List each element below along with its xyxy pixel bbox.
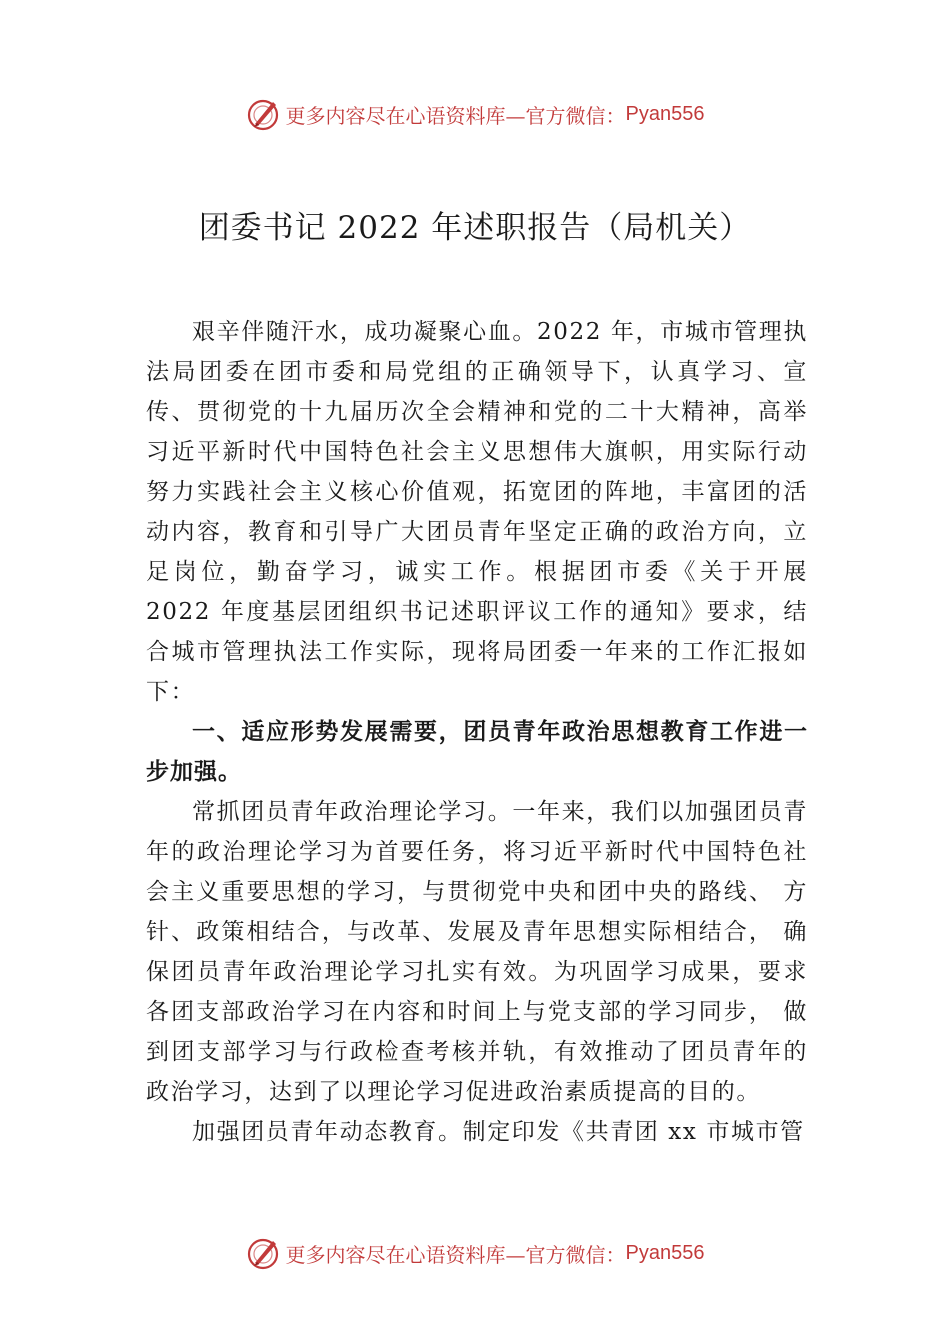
- document-title: 团委书记 2022 年述职报告（局机关）: [198, 210, 752, 246]
- wechat-id: Pyan556: [625, 1241, 705, 1264]
- body-paragraph-truncated: 加强团员青年动态教育。制定印发《共青团 xx 市城市管: [192, 1119, 805, 1145]
- wechat-id: Pyan556: [625, 102, 705, 125]
- watermark-text: 更多内容尽在心语资料库—官方微信：: [285, 1242, 626, 1267]
- footer-watermark-banner: [0, 1233, 950, 1273]
- body-paragraph: 常抓团员青年政治理论学习。一年来，我们以加强团员青年的政治理论学习为首要任务，将习近平新时代中国特色社会主义重要思想的学习，与贯彻党中央和团中央的路线、 方针、政策相结合，与改革、发展及青年思想实际相结合， 确保团员青年政治理论学习扎实有效。为巩固学习成果，要求各团支部政治学习在内容和时间上与党支部的学习同步， 做到团支部学习与行政检查考核并轨，有效推动了团员青年的政治学习，达到了以理论学习促进政治素质提高的目的。: [146, 799, 808, 1105]
- watermark-text: 更多内容尽在心语资料库—官方微信：: [285, 103, 626, 128]
- document-body: [146, 312, 808, 1152]
- quill-seal-icon: [246, 96, 282, 132]
- intro-paragraph: 艰辛伴随汗水，成功凝聚心血。2022 年，市城市管理执法局团委在团市委和局党组的正确领导下，认真学习、宣传、贯彻党的十九届历次全会精神和党的二十大精神，高举习近平新时代中国特色社会主义思想伟大旗帜，用实际行动努力实践社会主义核心价值观，拓宽团的阵地，丰富团的活动内容，教育和引导广大团员青年坚定正确的政治方向，立足岗位，勤奋学习，诚实工作。根据团市委《关于开展 2022 年度基层团组织书记述职评议工作的通知》要求，结合城市管理执法工作实际，现将局团委一年来的工作汇报如下：: [146, 319, 808, 705]
- header-watermark-banner: [0, 94, 950, 134]
- section-heading-1: 一、适应形势发展需要，团员青年政治思想教育工作进一步加强。: [146, 719, 808, 785]
- quill-seal-icon: [246, 1235, 282, 1271]
